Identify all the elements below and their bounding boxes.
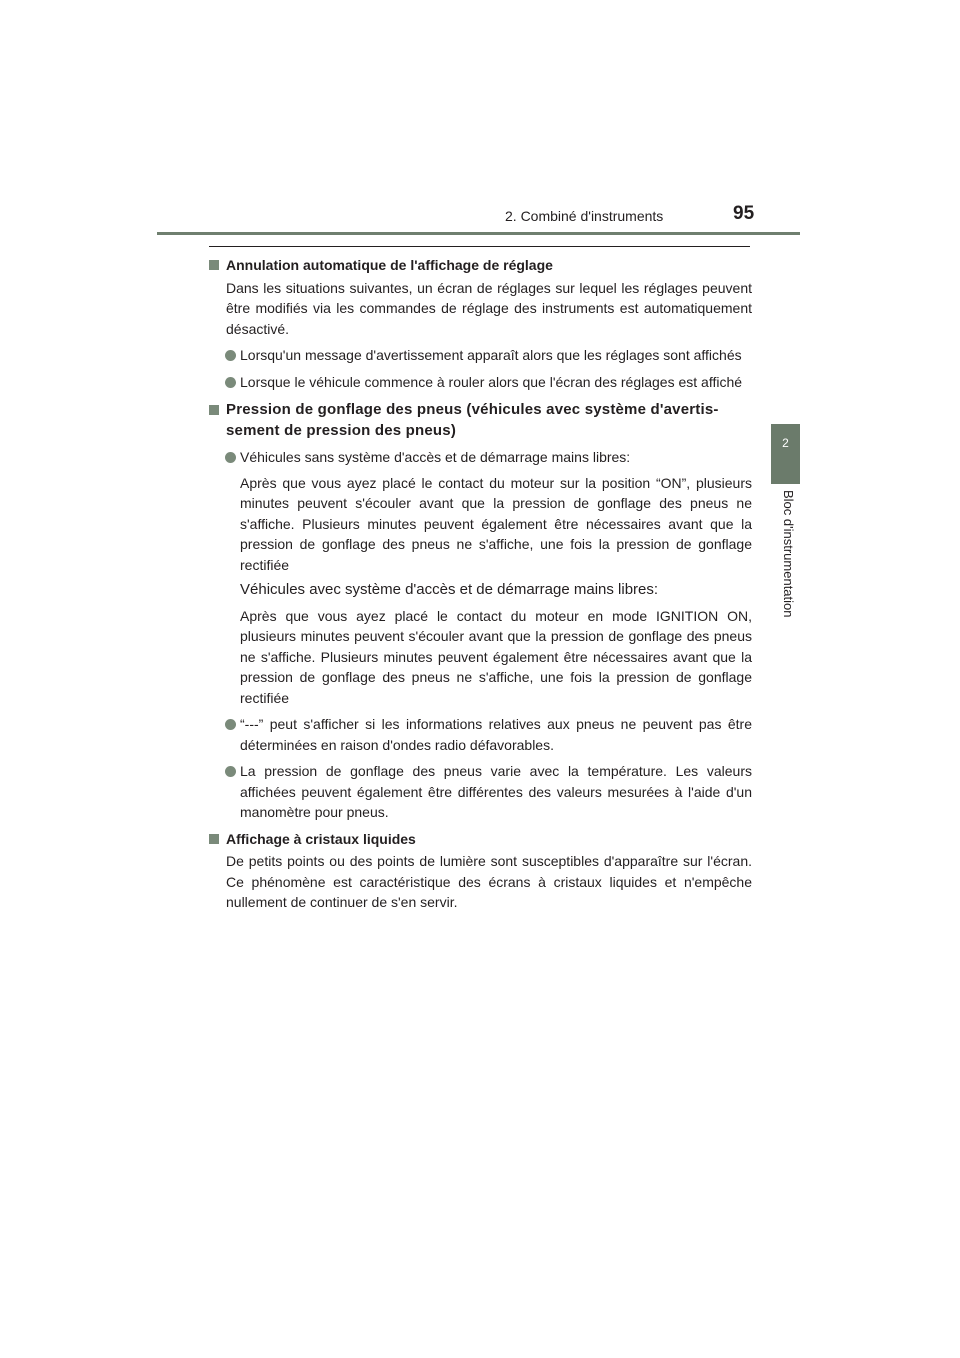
page-number: 95 [733,203,755,224]
circle-bullet-icon [225,350,236,361]
tire-pressure-subheading: Véhicules avec système d'accès et de démarrage mains libres: [240,581,659,598]
page-content [209,255,752,913]
chapter-tab-label: Bloc d'instrumentation [781,490,796,618]
circle-bullet-icon [225,452,236,463]
circle-bullet-icon [225,719,236,730]
list-item: “---” peut s'afficher si les informations relatives aux pneus ne peuvent pas être déterminées en raison d'ondes radio défavorables. [209,714,752,755]
lcd-text: De petits points ou des points de lumière sont susceptibles d'apparaître sur l'écran. Ce phénomène est caractéristique des écrans à cristaux liquides et n'empêche nullement de continuer de s'en servir. [226,853,752,910]
list-item: La pression de gonflage des pneus varie avec la température. Les valeurs affichées peuvent également être différentes des valeurs mesurées à l'aide d'un manomètre pour pneus. [209,761,752,823]
circle-bullet-icon [225,766,236,777]
section-heading-tire-pressure: Pression de gonflage des pneus (véhicules avec système d'avertissement de pression des pneus) [209,400,752,441]
content-divider [209,246,750,247]
auto-cancel-intro: Dans les situations suivantes, un écran de réglages sur lequel les réglages peuvent être modifiés via les commandes de réglage des instruments est automatiquement désactivé. [226,279,752,337]
chapter-tab[interactable] [771,424,800,484]
list-item: Lorsqu'un message d'avertissement apparaît alors que les réglages sont affichés [209,345,752,366]
square-bullet-icon [209,834,219,844]
square-bullet-icon [209,405,219,415]
square-bullet-icon [209,260,219,270]
section-heading-auto-cancel: Annulation automatique de l'affichage de réglage [209,255,752,276]
header-divider [157,232,800,235]
tire-pressure-text-without-smart-key: Après que vous ayez placé le contact du moteur sur la position “ON”, plusieurs minutes peuvent s'écouler avant que la pression de gonflage des pneus ne s'affiche. Plusieurs minutes peuvent également être nécessaires avant que la pression de gonflage des pneus ne s'affiche, une fois la pression de gonflage rectifiée [240,474,752,573]
chapter-title: 2. Combiné d'instruments [505,208,664,224]
tire-pressure-text-with-smart-key: Après que vous ayez placé le contact du moteur en mode IGNITION ON, plusieurs minutes peuvent s'écouler avant que la pression de gonflage des pneus ne s'affiche. Plusieurs minutes peuvent également être nécessaires avant que la pression de gonflage des pneus ne s'affiche, une fois la pression de gonflage rectifiée [240,607,752,706]
list-item: Véhicules sans système d'accès et de démarrage mains libres: [209,447,752,468]
section-heading-lcd: Affichage à cristaux liquides [209,829,752,850]
list-item: Lorsque le véhicule commence à rouler alors que l'écran des réglages est affiché [209,372,752,393]
chapter-tab-number: 2 [782,436,789,450]
circle-bullet-icon [225,377,236,388]
